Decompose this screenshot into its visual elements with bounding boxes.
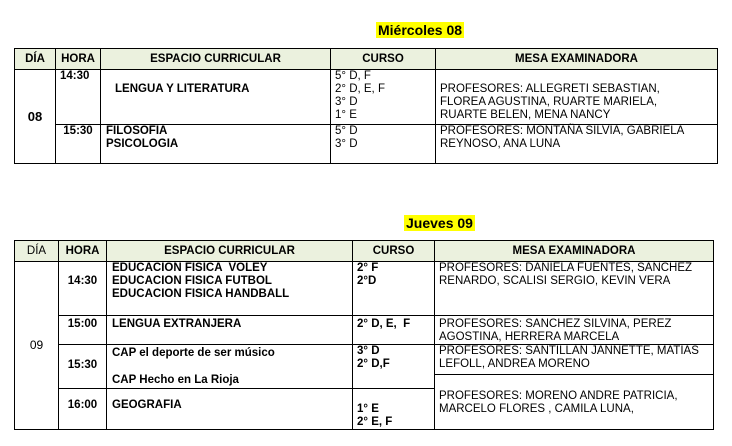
mesa-cell [436,125,718,164]
table-row [15,262,714,316]
curso-line: 2° D, E, F [357,318,411,330]
hora-cell: 14:30 [56,70,101,125]
hora-cell [59,345,107,389]
curso-cell [331,125,436,164]
espacio-cell [101,70,331,125]
espacio-cell [101,125,331,164]
mesa-line: LEFOLL, ANDREA MORENO [439,358,590,370]
dia-cell: 08 [15,70,56,164]
espacio-line: EDUCACION FISICA FUTBOL [112,275,272,287]
espacio-cell [107,316,353,345]
dia-cell: 09 [15,262,59,430]
col-header-hora: HORA [56,49,101,70]
hora-cell [59,389,107,430]
curso-cell [353,262,435,316]
col-header-espacio: ESPACIO CURRICULAR [107,241,353,262]
curso-line: 2° D,F [357,358,390,370]
mesa-line: RENARDO, SCALISI SERGIO, KEVIN VERA [439,275,671,287]
hora-text: 15:30 [67,359,98,371]
mesa-line: PROFESORES: SANCHEZ SILVINA, PEREZ [439,318,672,330]
curso-line: 1° E [357,403,379,415]
espacio-line: EDUCACION FISICA VOLEY [112,262,268,274]
table-header-row [15,241,714,262]
curso-line: 2° E, F [357,416,393,428]
curso-line: 3° D [335,96,358,108]
col-header-espacio: ESPACIO CURRICULAR [101,49,331,70]
exam-table-jueves [14,240,714,430]
hora-cell [59,262,107,316]
espacio-line: FILOSOFIA [106,125,168,137]
mesa-cell [435,345,714,375]
espacio-line: PSICOLOGIA [106,138,179,150]
mesa-line: AGOSTINA, HERRERA MARCELA [439,331,620,343]
col-header-dia: DÍA [15,49,56,70]
table-row [15,345,714,375]
day-title-text: Jueves 09 [406,215,473,231]
mesa-line: RUARTE BELEN, MENA NANCY [440,109,611,121]
mesa-line: PROFESORES: MORENO ANDRE PATRICIA, [439,390,678,402]
espacio-line: EDUCACION FISICA HANDBALL [112,288,290,300]
curso-line: 3° D [357,345,380,357]
espacio-line: CAP el deporte de ser músico [112,347,275,359]
table-row [15,125,718,164]
table-row [15,316,714,345]
espacio-line: CAP Hecho en La Rioja [112,374,239,386]
curso-cell [353,345,435,389]
hora-text: 14:30 [67,275,98,287]
mesa-line: REYNOSO, ANA LUNA [440,138,561,150]
mesa-line: PROFESORES: MONTAÑA SILVIA, GABRIELA [440,125,685,137]
mesa-line: PROFESORES: SANTILLAN JANNETTE, MATIAS [439,345,699,357]
mesa-line: PROFESORES: ALLEGRETI SEBASTIAN, [440,83,660,95]
hora-cell: 15:00 [59,316,107,345]
espacio-cell [107,389,353,430]
col-header-curso: CURSO [331,49,436,70]
curso-line: 1° E [335,109,357,121]
col-header-mesa: MESA EXAMINADORA [436,49,718,70]
curso-line: 3° D [335,138,358,150]
mesa-cell [435,316,714,345]
day-title-miercoles [376,22,464,39]
mesa-cell [436,70,718,125]
curso-cell [331,70,436,125]
espacio-cell [107,345,353,389]
mesa-line: FLOREA AGUSTINA, RUARTE MARIELA, [440,96,658,108]
hora-cell: 15:30 [56,125,101,164]
exam-table-miercoles [14,48,718,164]
table-header-row [15,49,718,70]
mesa-cell [435,375,714,430]
curso-line: 2°D [357,275,377,287]
col-header-mesa: MESA EXAMINADORA [435,241,714,262]
day-title-jueves [404,215,475,232]
espacio-cell [107,262,353,316]
curso-cell [353,389,435,430]
curso-line: 2° F [357,262,379,274]
curso-cell [353,316,435,345]
curso-line: 5° D [335,125,358,137]
col-header-hora: HORA [59,241,107,262]
espacio-line: GEOGRAFIA [112,399,182,411]
mesa-cell [435,262,714,316]
curso-line: 2° D, E, F [335,83,385,95]
table-row [15,70,718,125]
mesa-line: MARCELO FLORES , CAMILA LUNA, [439,403,634,415]
curso-line: 5° D, F [335,70,371,82]
mesa-line: PROFESORES: DANIELA FUENTES, SANCHEZ [439,262,693,274]
col-header-curso: CURSO [353,241,435,262]
col-header-dia: DÍA [15,241,59,262]
day-title-text: Miércoles 08 [378,22,463,38]
espacio-line: LENGUA EXTRANJERA [112,318,242,330]
hora-text: 16:00 [67,399,98,411]
espacio-line: LENGUA Y LITERATURA [115,83,250,95]
